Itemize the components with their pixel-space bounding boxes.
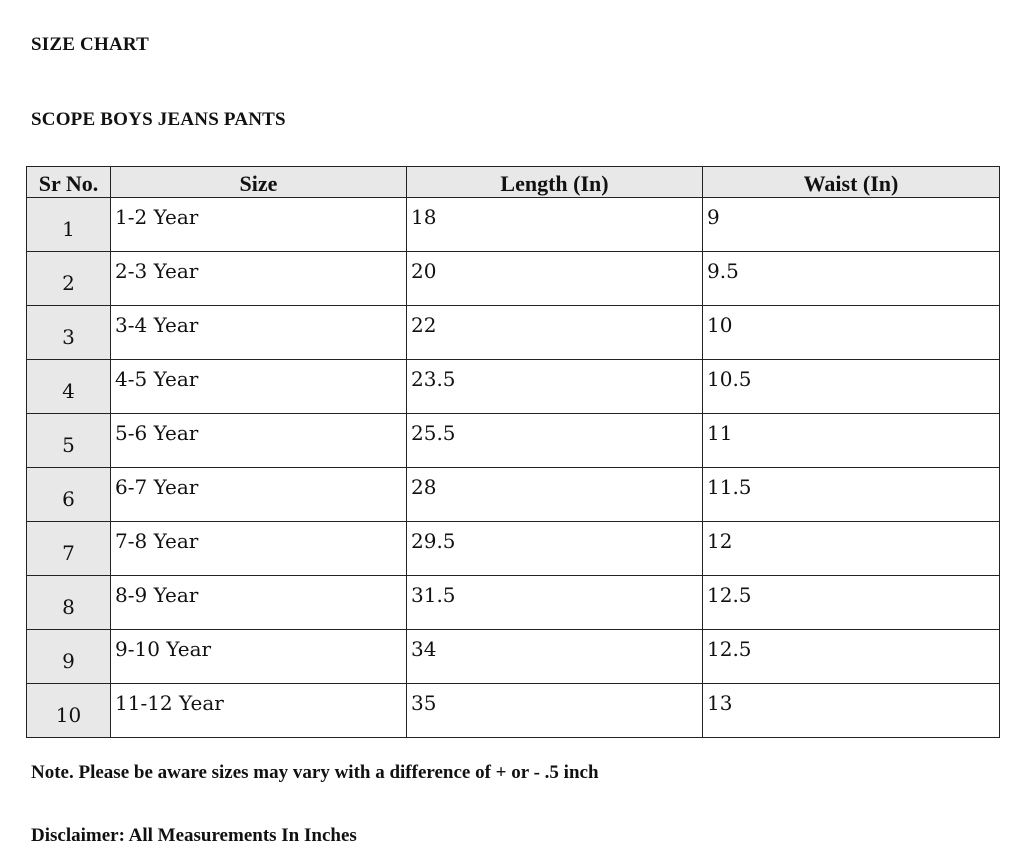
length-cell: 34 bbox=[407, 630, 703, 684]
table-row bbox=[27, 414, 1000, 468]
length-cell: 25.5 bbox=[407, 414, 703, 468]
length-cell: 35 bbox=[407, 684, 703, 738]
table-row bbox=[27, 360, 1000, 414]
table-row bbox=[27, 468, 1000, 522]
sr-no-cell: 3 bbox=[27, 306, 111, 360]
table-row bbox=[27, 576, 1000, 630]
sr-no-cell: 5 bbox=[27, 414, 111, 468]
sr-no-cell: 9 bbox=[27, 630, 111, 684]
length-cell: 23.5 bbox=[407, 360, 703, 414]
size-cell: 5-6 Year bbox=[111, 414, 407, 468]
sr-no-cell: 10 bbox=[27, 684, 111, 738]
size-cell: 9-10 Year bbox=[111, 630, 407, 684]
size-variation-note: Note. Please be aware sizes may vary with a difference of + or - .5 inch bbox=[31, 762, 599, 783]
sr-no-cell: 1 bbox=[27, 198, 111, 252]
size-cell: 6-7 Year bbox=[111, 468, 407, 522]
size-cell: 2-3 Year bbox=[111, 252, 407, 306]
size-chart-table bbox=[26, 166, 1000, 738]
header-length: Length (In) bbox=[407, 167, 703, 198]
measurement-disclaimer: Disclaimer: All Measurements In Inches bbox=[31, 825, 357, 846]
sr-no-cell: 2 bbox=[27, 252, 111, 306]
length-cell: 28 bbox=[407, 468, 703, 522]
waist-cell: 13 bbox=[703, 684, 1000, 738]
waist-cell: 9.5 bbox=[703, 252, 1000, 306]
table-row bbox=[27, 630, 1000, 684]
sr-no-cell: 7 bbox=[27, 522, 111, 576]
waist-cell: 12 bbox=[703, 522, 1000, 576]
table-row bbox=[27, 684, 1000, 738]
length-cell: 20 bbox=[407, 252, 703, 306]
table-header-row bbox=[27, 167, 1000, 198]
waist-cell: 11.5 bbox=[703, 468, 1000, 522]
waist-cell: 11 bbox=[703, 414, 1000, 468]
size-cell: 11-12 Year bbox=[111, 684, 407, 738]
waist-cell: 9 bbox=[703, 198, 1000, 252]
length-cell: 18 bbox=[407, 198, 703, 252]
length-cell: 31.5 bbox=[407, 576, 703, 630]
size-cell: 1-2 Year bbox=[111, 198, 407, 252]
waist-cell: 12.5 bbox=[703, 630, 1000, 684]
table-row bbox=[27, 522, 1000, 576]
length-cell: 22 bbox=[407, 306, 703, 360]
waist-cell: 12.5 bbox=[703, 576, 1000, 630]
waist-cell: 10 bbox=[703, 306, 1000, 360]
sr-no-cell: 4 bbox=[27, 360, 111, 414]
header-sr-no: Sr No. bbox=[27, 167, 111, 198]
header-waist: Waist (In) bbox=[703, 167, 1000, 198]
sr-no-cell: 8 bbox=[27, 576, 111, 630]
table-row bbox=[27, 198, 1000, 252]
size-cell: 7-8 Year bbox=[111, 522, 407, 576]
table-row bbox=[27, 252, 1000, 306]
size-cell: 4-5 Year bbox=[111, 360, 407, 414]
sr-no-cell: 6 bbox=[27, 468, 111, 522]
size-cell: 8-9 Year bbox=[111, 576, 407, 630]
table-row bbox=[27, 306, 1000, 360]
size-cell: 3-4 Year bbox=[111, 306, 407, 360]
header-size: Size bbox=[111, 167, 407, 198]
waist-cell: 10.5 bbox=[703, 360, 1000, 414]
document-subtitle: SCOPE BOYS JEANS PANTS bbox=[31, 109, 286, 130]
document-title: SIZE CHART bbox=[31, 34, 150, 55]
length-cell: 29.5 bbox=[407, 522, 703, 576]
